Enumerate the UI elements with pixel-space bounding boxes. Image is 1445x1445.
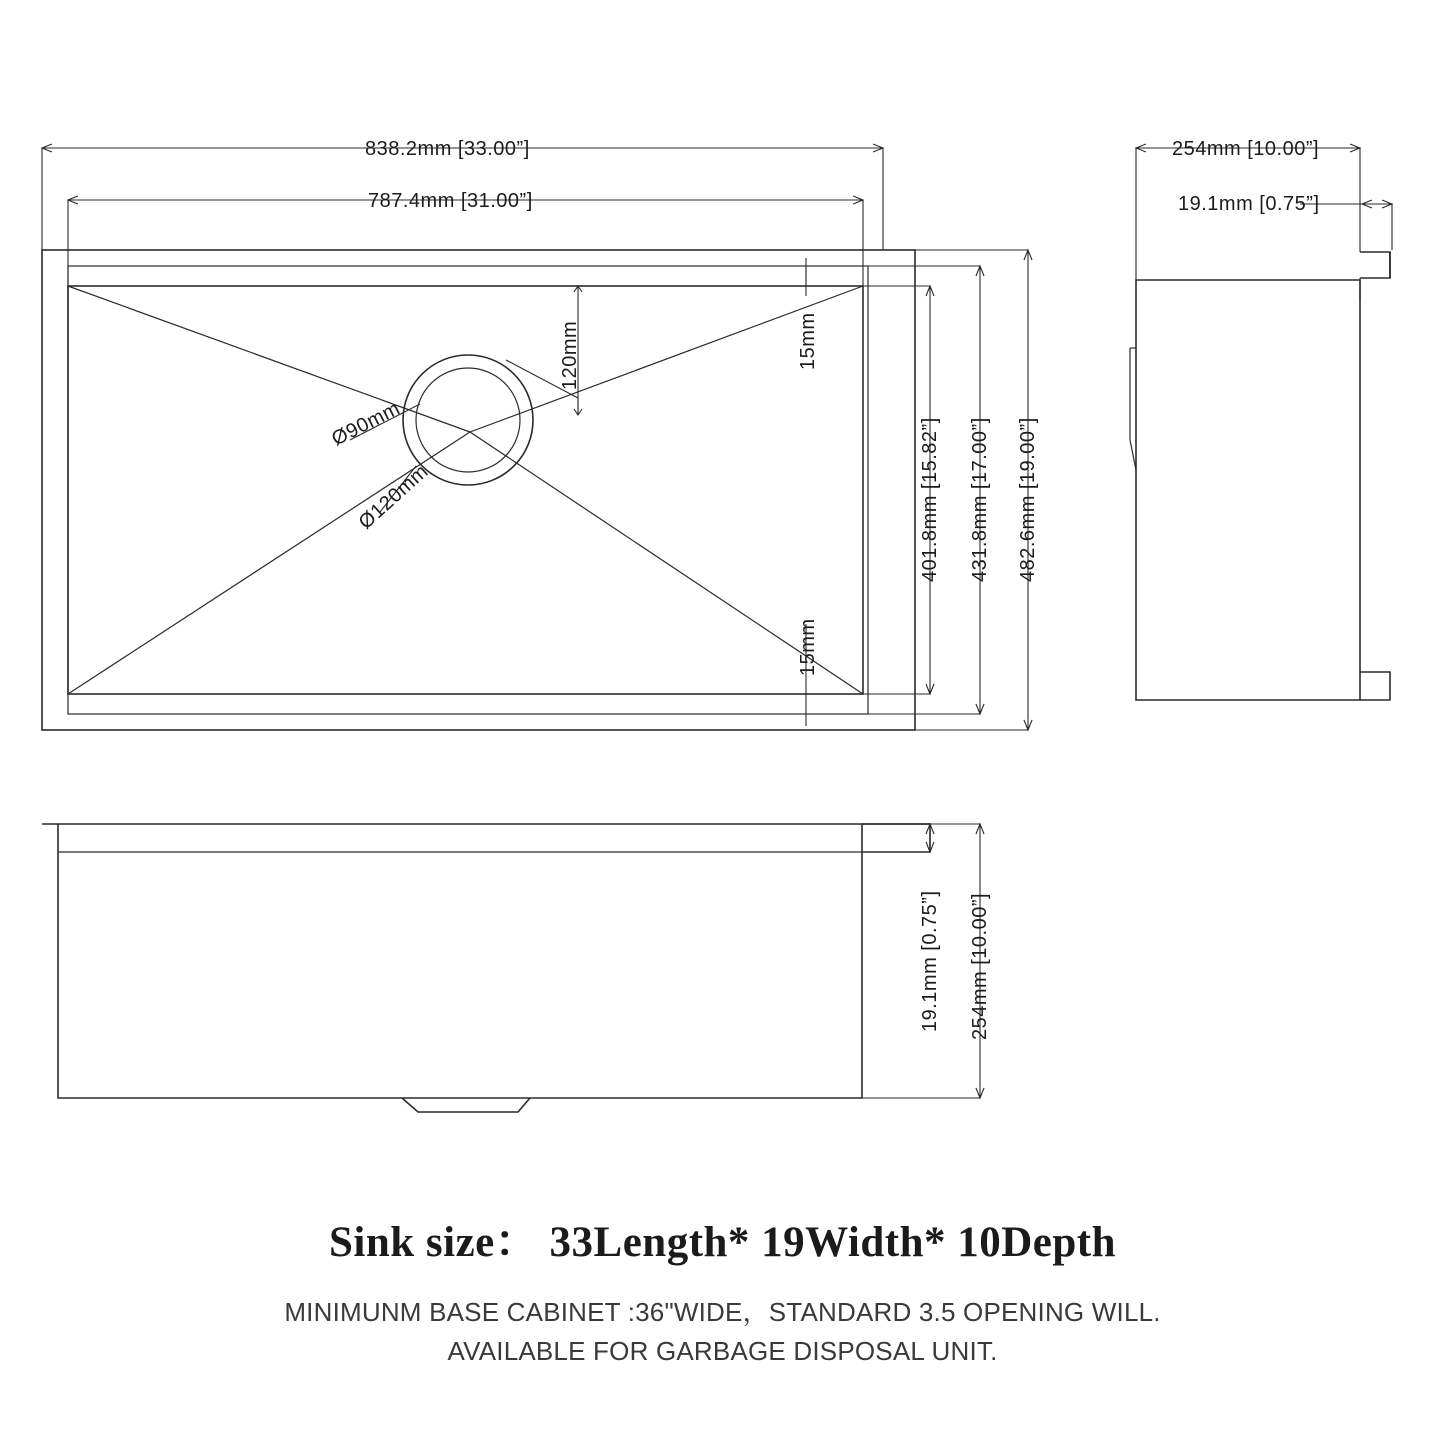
dim-side-lip: 19.1mm [0.75”]: [1178, 193, 1320, 215]
dim-drain-dia-inner: Ø90mm: [328, 397, 404, 451]
dim-outer-depth: 482.6mm [19.00”]: [1017, 417, 1039, 582]
top-view: [42, 144, 1032, 730]
dim-drain-dia-outer: Ø120mm: [354, 460, 433, 534]
dim-front-lip: 19.1mm [0.75”]: [919, 890, 941, 1032]
dim-top-inner-width: 787.4mm [31.00”]: [368, 190, 533, 212]
dim-inner-depth: 401.8mm [15.82”]: [919, 417, 941, 582]
dim-corner-radius-top: 15mm: [797, 312, 819, 370]
dim-top-outer-width: 838.2mm [33.00”]: [365, 138, 530, 160]
dim-side-width: 254mm [10.00”]: [1172, 138, 1320, 160]
dim-drain-offset: 120mm: [559, 320, 581, 390]
dim-mid-depth: 431.8mm [17.00”]: [969, 417, 991, 582]
note-line-2: AVAILABLE FOR GARBAGE DISPOSAL UNIT.: [447, 1336, 998, 1367]
title-block: [0, 1218, 1445, 1371]
side-view: [1130, 144, 1392, 700]
dim-front-depth: 254mm [10.00”]: [969, 892, 991, 1040]
note-line-1: MINIMUNM BASE CABINET :36"WIDE，STANDARD 3.5 OPENING WILL.: [284, 1297, 1161, 1328]
sink-size-title: Sink size： 33Length* 19Width* 10Depth: [328, 1219, 1117, 1266]
front-view: [42, 824, 984, 1112]
dim-corner-radius-bottom: 15mm: [797, 618, 819, 676]
